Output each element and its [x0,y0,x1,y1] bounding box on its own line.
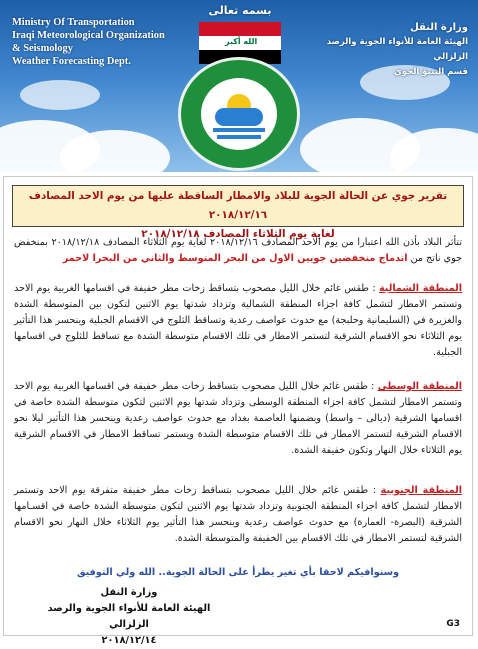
intro-text: تتأثر البلاد بأذن الله اعتبارا من يوم الاحد المصادف ٢٠١٨/١٢/١٦ لغاية يوم الثلاثاء المصادف ٢٠١٨/١٢/١٨ [51,237,462,248]
signature-organization: الهيئة العامة للأنواء الجوية والرصد الزلزالي [47,603,211,630]
signature-ministry: وزارة النقل [100,587,158,598]
report-title-line: لغاية يوم الثلاثاء المصادف ٢٠١٨/١٢/١٨ [141,228,335,240]
header-banner [0,0,478,172]
south-region-label: المنطقة الجنوبية [380,485,462,496]
header-arabic-text [318,20,468,80]
intro-paragraph [14,235,462,267]
report-title-line: تقرير جوي عن الحالة الجوية للبلاد والامطار الساقطة عليها من يوم الاحد المصادف ٢٠١٨/١٢/١٦ [28,190,448,221]
page-id-label: G3 [446,619,460,629]
signature-block [34,585,224,649]
basmala-text: بسمه تعالى [208,4,272,17]
middle-region-paragraph [14,379,462,459]
report-frame [3,176,473,646]
header-english-text [12,16,172,68]
arabic-organization: الهيئة العامة للأنواء الجوية والرصد الزلزالي [326,37,468,62]
north-region-text: : طقس غائم خلال الليل مصحوب بتساقط زخات مطر خفيفة في اقسامها الغربية يوم الاحد وتستمر الامطار لتشمل كافة اجزاء المنطقة الشمالية وتزداد شدتها يوم الاثنين لتكون بين المتوسطة الشدة والغزيرة في (السليمانية وحلبجة) مع حدوث عواصف رعدية وتساقط الثلوج في الاقسام الجبلية وينحسر هذا التأثير يوم الثلاثاء نحو الاقسام الشرقية لتستمر الامطار في تلك الاقسام متوسطة الشدة مع تساقط للثلوج في اقسامها الجبلية. [14,283,462,358]
north-region-paragraph [14,281,462,361]
north-region-label: المنطقة الشمالية [378,283,462,294]
arabic-ministry: وزارة النقل [410,22,468,33]
report-title-box [12,185,464,240]
signature-date: ٢٠١٨/١٢/١٤ [101,635,157,646]
south-region-paragraph [14,483,462,547]
middle-region-label: المنطقة الوسطى [377,381,462,392]
south-region-text: : طقس غائم خلال الليل مصحوب بتساقط زخات مطر خفيفة متفرقة يوم الاحد وتستمر الامطار لتشمل كافة اجزاء المنطقة الجنوبية وتزداد شدتها يوم الاثنين لتكون متوسطة الشدة خاصة في اقسـامها الشرقية (البصرة- العمارة) مع حدوث عواصف رعدية وينحسر هذا التأثير يوم الثلاثاء خلال النهار نحو الاقسام الشرقية لتستمر الامطار في تلك الاقسام بين الخفيفة والمتوسطة الشدة. [14,485,462,544]
intro-text: بمنخفض جوي ناتج من [14,237,462,264]
organization-emblem-icon [181,60,297,168]
english-line: Ministry Of Transportation [12,17,135,28]
cloud-decoration [20,80,100,110]
closing-line: وسنوافيكم لاحقا بأي تغير يطرأ على الحالة الجوية.. الله ولي التوفيق [76,567,400,578]
english-line: Weather Forecasting Dept. [12,56,131,67]
middle-region-text: : طقس غائم خلال الليل مصحوب بتساقط زخات مطر خفيفة في اقسامها الغربية يوم الاحد وتستمر الامطار لتشمل كافة اجزاء المنطقة الوسطى وتزداد شدتها يوم الاثنين لتكون متوسطة الشدة خاصة في اقسامها الشرقية (ديالى – واسط) وبضمنها العاصمة بغداد مع حدوث عواصف رعدية وينحسر هذا التأثير ليلا نحو الاقسام الشرقية لتستمر الامطار في تلك الاقسام متوسطة الشدة ويستمر تساقط الامطار في الاقسام الشرقية يوم الثلاثاء خلال النهار وتكون خفيفة الشدة. [14,381,462,456]
arabic-department: قسم التنبؤ الجوي [394,67,468,77]
english-line: & Seismology [12,43,73,54]
iraq-flag-icon: الله أكبر [199,22,281,64]
english-line: Iraqi Meteorological Organization [12,30,165,41]
intro-highlight: اندماج منخفضين جويين الاول من البحر المتوسط والثاني من البحرا لاحمر [62,253,408,264]
